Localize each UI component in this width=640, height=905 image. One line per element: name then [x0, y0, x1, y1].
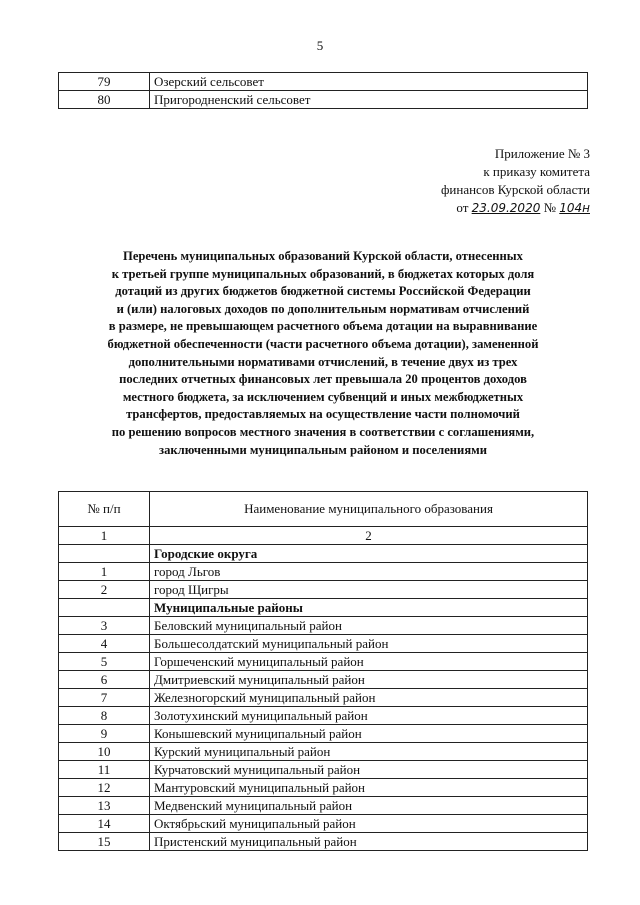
row-number: 11: [59, 761, 150, 779]
order-number: 104н: [559, 201, 590, 215]
row-name: Городские округа: [150, 545, 588, 563]
from-label: от: [456, 200, 469, 215]
table-row: [59, 833, 588, 851]
row-name: Пристенский муниципальный район: [150, 833, 588, 851]
column-number-row: [59, 527, 588, 545]
row-name: Курский муниципальный район: [150, 743, 588, 761]
row-number: [59, 545, 150, 563]
row-number: 4: [59, 635, 150, 653]
table-section-row: [59, 599, 588, 617]
row-name: Дмитриевский муниципальный район: [150, 671, 588, 689]
row-number: [59, 599, 150, 617]
number-label: №: [543, 200, 556, 215]
table-row: [59, 635, 588, 653]
table-row: [59, 653, 588, 671]
row-name: Конышевский муниципальный район: [150, 725, 588, 743]
row-number: 12: [59, 779, 150, 797]
row-number: 80: [59, 91, 150, 109]
header-num: № п/п: [59, 492, 150, 527]
row-name: Октябрьский муниципальный район: [150, 815, 588, 833]
row-name: Пригородненский сельсовет: [150, 91, 588, 109]
row-number: 13: [59, 797, 150, 815]
row-name: город Щигры: [150, 581, 588, 599]
row-number: 79: [59, 73, 150, 91]
table-row: [59, 743, 588, 761]
header-name: Наименование муниципального образования: [150, 492, 588, 527]
table-header-row: [59, 492, 588, 527]
row-name: Большесолдатский муниципальный район: [150, 635, 588, 653]
annex-line-order: к приказу комитета: [483, 164, 590, 179]
row-number: 6: [59, 671, 150, 689]
row-name: Курчатовский муниципальный район: [150, 761, 588, 779]
table-row: [59, 725, 588, 743]
order-date: 23.09.2020: [471, 201, 541, 215]
table-row: [59, 671, 588, 689]
municipalities-table: [58, 491, 588, 851]
row-name: город Льгов: [150, 563, 588, 581]
row-number: 7: [59, 689, 150, 707]
continuation-table: [58, 72, 588, 109]
row-name: Медвенский муниципальный район: [150, 797, 588, 815]
row-number: 9: [59, 725, 150, 743]
row-number: 5: [59, 653, 150, 671]
page-number: 5: [316, 38, 324, 53]
table-row: [59, 73, 588, 91]
col-number-1: 1: [59, 527, 150, 545]
row-number: 14: [59, 815, 150, 833]
table-row: [59, 779, 588, 797]
table-row: [59, 761, 588, 779]
row-number: 15: [59, 833, 150, 851]
annex-block: [441, 145, 590, 217]
table-row: [59, 797, 588, 815]
row-name: Железногорский муниципальный район: [150, 689, 588, 707]
table-section-row: [59, 545, 588, 563]
annex-date-line: [441, 199, 590, 217]
table-row: [59, 707, 588, 725]
table-row: [59, 91, 588, 109]
table-row: [59, 815, 588, 833]
row-name: Беловский муниципальный район: [150, 617, 588, 635]
row-name: Мантуровский муниципальный район: [150, 779, 588, 797]
table-row: [59, 689, 588, 707]
row-name: Горшеченский муниципальный район: [150, 653, 588, 671]
table-row: [59, 581, 588, 599]
document-title: Перечень муниципальных образований Курской области, отнесенных к третьей группе муниципальных образований, в бюджетах которых доля дотаций из других бюджетов бюджетной системы Российской Федерации и (или) налоговых доходов по дополнительным нормативам отчислений в размере, не превышающем расчетного объема дотации на выравнивание бюджетной обеспеченности (части расчетного объема дотации), замененной дополнительными нормативами отчислений, в течение двух из трех последних отчетных финансовых лет превышала 20 процентов доходов местного бюджета, за исключением субвенций и иных межбюджетных трансфертов, предоставляемых на осуществление части полномочий по решению вопросов местного значения в соответствии с соглашениями, заключенными муниципальным районом и поселениями: [107, 249, 539, 457]
row-number: 3: [59, 617, 150, 635]
row-name: Озерский сельсовет: [150, 73, 588, 91]
row-number: 10: [59, 743, 150, 761]
annex-title: Приложение № 3: [494, 146, 590, 161]
row-name: Муниципальные районы: [150, 599, 588, 617]
row-number: 8: [59, 707, 150, 725]
table-row: [59, 617, 588, 635]
col-number-2: 2: [150, 527, 588, 545]
table-row: [59, 563, 588, 581]
row-number: 1: [59, 563, 150, 581]
annex-line-committee: финансов Курской области: [440, 182, 590, 197]
row-number: 2: [59, 581, 150, 599]
row-name: Золотухинский муниципальный район: [150, 707, 588, 725]
